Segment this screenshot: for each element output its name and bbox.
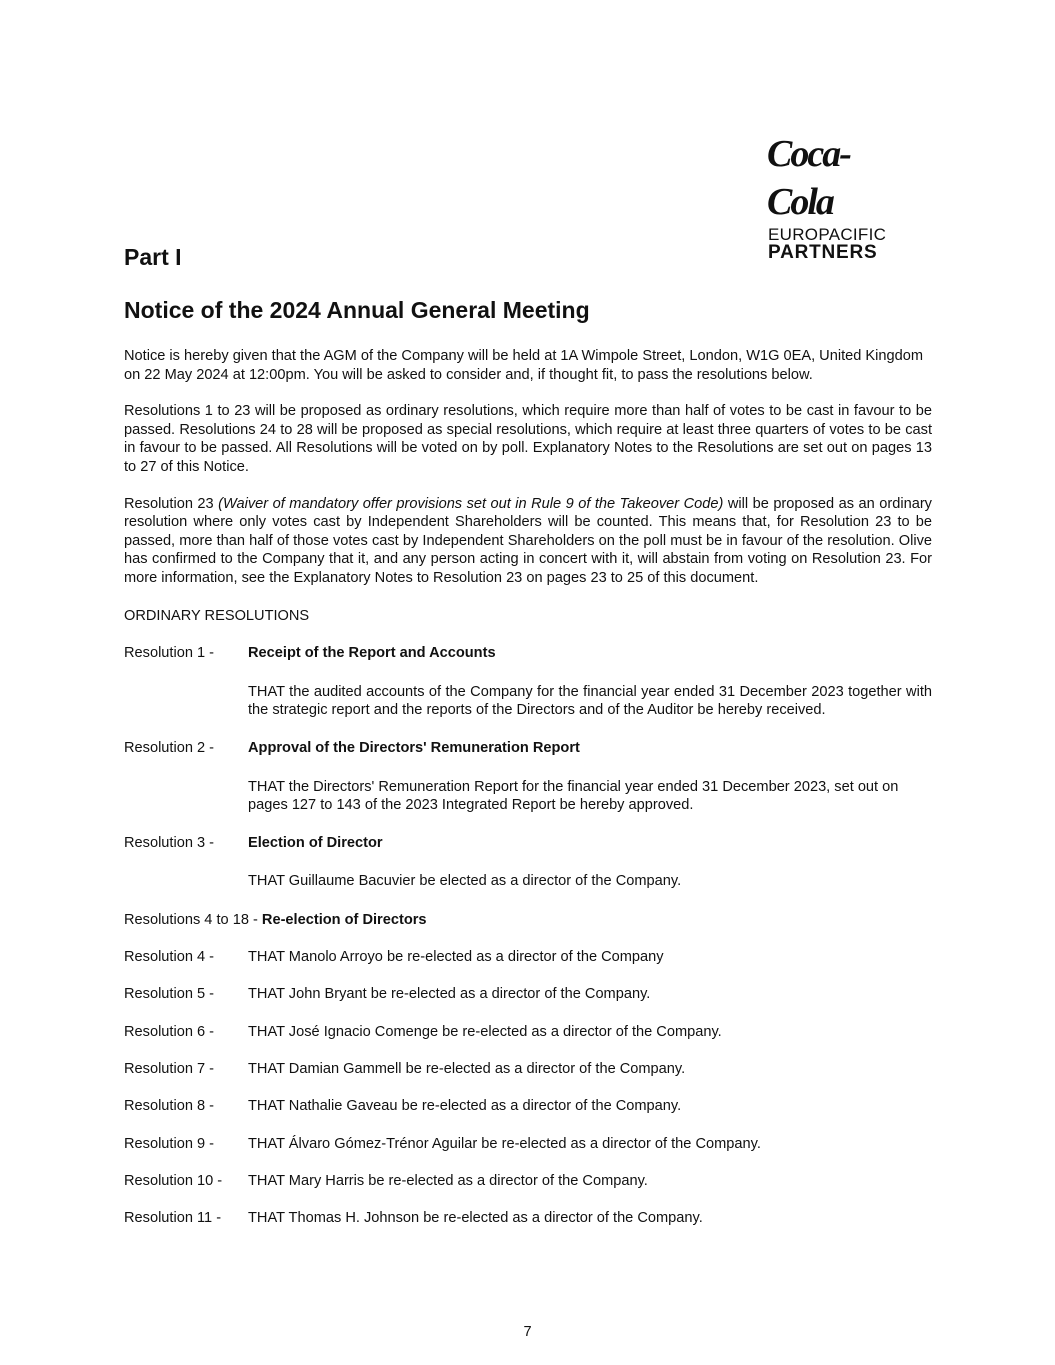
resolution-text: THAT Nathalie Gaveau be re-elected as a director of the Company. (248, 1098, 682, 1115)
logo-line-1: EUROPACIFIC (768, 225, 887, 244)
resolution-1-body: THAT the audited accounts of the Company for the financial year ended 31 December 2023 together with the strategic report and the reports of the Directors and of the Auditor be hereby received. (248, 683, 932, 719)
resolution-1-row (124, 644, 932, 663)
resolution-row (124, 1097, 932, 1116)
reelection-heading: Re-election of Directors (261, 911, 427, 928)
resolution-row (124, 1172, 932, 1191)
resolution-label: Resolution 6 - (124, 1023, 215, 1040)
resolution-3-body: THAT Guillaume Bacuvier be elected as a director of the Company. (248, 873, 682, 890)
resolution-label: Resolution 7 - (124, 1061, 215, 1077)
reelection-lead: Resolutions 4 to 18 - (124, 911, 262, 928)
resolution-label: Resolution 9 - (124, 1135, 215, 1152)
resolution-text: THAT Manolo Arroyo be re-elected as a director of the Company (248, 949, 664, 966)
resolution-text: THAT John Bryant be re-elected as a director of the Company. (248, 986, 651, 1003)
reelection-group-heading (124, 911, 932, 930)
resolution-row (124, 948, 932, 967)
paragraph-3-rest: will be proposed as an ordinary resolution where only votes cast by Independent Shareholders will be counted. This means that, for Resolution 23 to be passed, more than half of those votes cast by Independent Shareholders on the poll must be in favour of the resolution. Olive has confirmed to the Company that it, and any person acting in concert with it, will abstain from voting on Resolution 23. For more information, see the Explanatory Notes to Resolution 23 on pages 23 to 25 of this document. (124, 495, 932, 586)
intro-paragraph-2: Resolutions 1 to 23 will be proposed as ordinary resolutions, which require more than half of votes to be cast in favour to be passed. Resolutions 24 to 28 will be proposed as special resolutions, which require at least three quarters of votes to be cast in favour to be passed. All Resolutions will be voted on by poll. Explanatory Notes to the Resolutions are set out on pages 13 to 27 of this Notice. (124, 403, 932, 475)
resolution-label: Resolution 2 - (124, 739, 215, 756)
resolution-label: Resolution 8 - (124, 1098, 215, 1115)
resolution-row (124, 1060, 932, 1079)
resolution-row (124, 1135, 932, 1154)
intro-paragraph-3 (124, 495, 932, 588)
resolution-text: THAT Thomas H. Johnson be re-elected as a director of the Company. (248, 1210, 703, 1227)
resolution-text: THAT Mary Harris be re-elected as a director of the Company. (248, 1172, 648, 1189)
resolution-label: Resolution 11 - (124, 1210, 222, 1227)
logo-script: Coca-Cola (767, 133, 850, 223)
resolution-3-row (124, 834, 932, 853)
resolution-heading: Approval of the Directors' Remuneration Report (248, 739, 580, 756)
ordinary-resolutions-heading: ORDINARY RESOLUTIONS (124, 607, 310, 624)
document-content (124, 240, 932, 1228)
paragraph-3-lead: Resolution 23 (124, 495, 219, 512)
resolution-row (124, 1023, 932, 1042)
resolution-text: THAT José Ignacio Comenge be re-elected as a director of the Company. (248, 1023, 722, 1040)
resolution-2-row (124, 739, 932, 758)
resolution-label: Resolution 1 - (124, 645, 215, 662)
part-title: Part I (124, 244, 182, 270)
resolution-label: Resolution 4 - (124, 949, 215, 966)
document-title: Notice of the 2024 Annual General Meeting (124, 297, 590, 323)
company-logo (765, 130, 910, 263)
resolution-row (124, 985, 932, 1004)
resolution-label: Resolution 3 - (124, 834, 215, 851)
intro-paragraph-1: Notice is hereby given that the AGM of the Company will be held at 1A Wimpole Street, London, W1G 0EA, United Kingdom on 22 May 2024 at 12:00pm. You will be asked to consider and, if thought fit, to pass the resolutions below. (124, 348, 924, 383)
logo-line-2: PARTNERS (768, 242, 878, 263)
resolution-heading: Receipt of the Report and Accounts (248, 645, 496, 662)
resolution-row (124, 1209, 932, 1228)
resolution-text: THAT Damian Gammell be re-elected as a director of the Company. (248, 1061, 686, 1077)
resolution-text: THAT Álvaro Gómez-Trénor Aguilar be re-elected as a director of the Company. (248, 1135, 761, 1152)
resolution-label: Resolution 10 - (124, 1172, 223, 1189)
resolution-2-body: THAT the Directors' Remuneration Report for the financial year ended 31 December 2023, set out on pages 127 to 143 of the 2023 Integrated Report be hereby approved. (248, 778, 899, 814)
page-number: 7 (523, 1324, 532, 1340)
paragraph-3-italic: (Waiver of mandatory offer provisions set out in Rule 9 of the Takeover Code) (218, 495, 724, 512)
resolution-heading: Election of Director (248, 834, 383, 851)
resolution-label: Resolution 5 - (124, 986, 215, 1003)
